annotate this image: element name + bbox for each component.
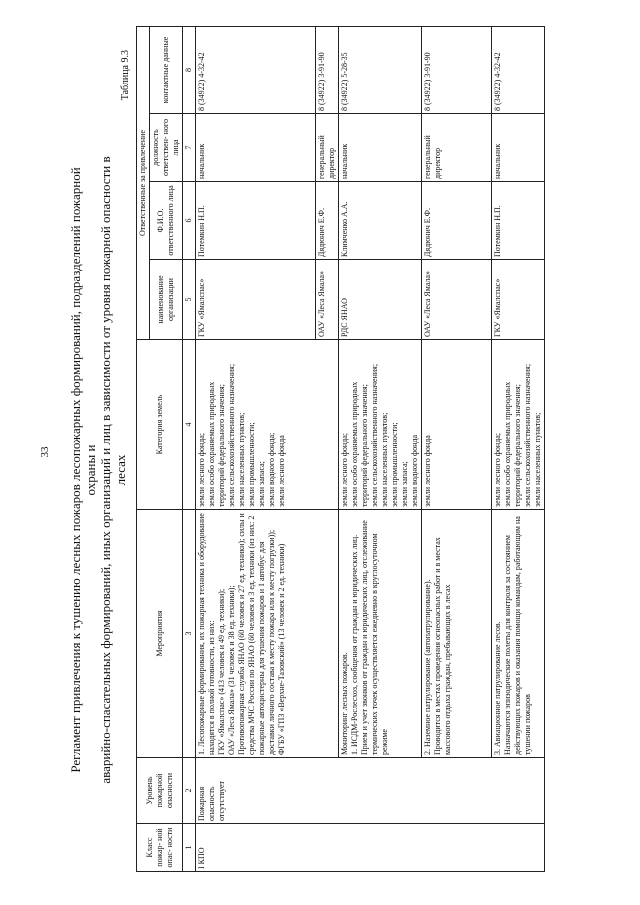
class-cell: I КПО <box>196 824 545 872</box>
level-cell: Пожарная опасность отсутствует <box>196 758 545 824</box>
column-number: 7 <box>183 114 196 182</box>
rotated-sheet <box>68 10 608 890</box>
measure-cell: 2. Наземное патрулирование (автопатрулирование). Проводится в местах проведения огнеопасных работ и в местах массового отдыха граждан, пребывающих в лесах <box>422 510 492 758</box>
page-number: 33 <box>39 446 51 458</box>
table-label: Таблица 9.3 <box>120 50 131 101</box>
land-cell: земли лесного фонда; земли особо охраняемых природных территорий федерального значения; земли сельскохозяйственного назначения; земли населенных пунктов; <box>492 340 545 510</box>
fio-cell: Дядюнич Е.Ф. <box>422 182 492 260</box>
measure-cell: 1. Лесопожарные формирования, их пожарная техника и оборудование находятся в полной готовности, из них: ГКУ «Ямалспас» (413 человек и 49 ед. техники); ОАУ «Леса Ямала» (31 человек и 38 ед. техники); Противопожарная служба ЯНАО (60 человек и 27 ед. техники); силы и средства МЧС России по ЯНАО (60 человек и 3 ед. техники (из них: 2 пожарные автоцистерны для тушения пожаров и 1 автобус для доставки личного состава к месту пожара или к месту погрузки)); ФГБУ «ГПЗ «Верхне-Тазовский» (13 человек и 2 ед. техники) <box>196 510 339 758</box>
title-line-2: аварийно-спасательных формирований, иных организаций и лиц в зависимости от уровня пожарной опасности в лесах <box>98 156 128 784</box>
column-number: 1 <box>183 824 196 872</box>
header-level: Уровень пожарной опасности <box>137 758 183 824</box>
header-org: наименование организации <box>150 260 183 340</box>
fio-cell: Климченко А.А. <box>339 182 422 260</box>
contact-cell: 8 (34922) 4-32-42 <box>492 26 545 113</box>
org-cell: ОАУ «Леса Ямала» <box>422 260 492 340</box>
header-fio: Ф.И.О. ответственного лица <box>150 182 183 260</box>
contact-cell: 8 (34922) 3-91-90 <box>422 26 492 113</box>
header-responsible: Ответственные за привлечение <box>137 26 150 339</box>
column-number: 5 <box>183 260 196 340</box>
regulation-table <box>136 26 545 872</box>
column-number-row <box>183 26 196 871</box>
table-row <box>196 26 316 871</box>
measure-cell: 3. Авиационное патрулирование лесов. Назначаются эпизодические полеты для контроля за состоянием действующих пожаров и оказания помощи командам, работающим на тушении пожаров <box>492 510 545 758</box>
position-cell: генеральный директор <box>422 114 492 182</box>
fio-cell: Потемкин Н.П. <box>492 182 545 260</box>
position-cell: начальник <box>492 114 545 182</box>
position-cell: генеральный директор <box>316 114 339 182</box>
org-cell: ГКУ «Ямалспас» <box>492 260 545 340</box>
measure-cell: Мониторинг лесных пожаров. 1. ИСДМ-Рослесхоз, сообщения от граждан и юридических лиц. Прием и учет звонков от граждан и юридических лиц, отслеживание термических точек осуществляется ежедневно в круглосуточном режиме <box>339 510 422 758</box>
land-cell: земли лесного фонда; земли особо охраняемых природных территорий федерального значения; земли сельскохозяйственного назначения; земли населенных пунктов; земли промышленности; земли запаса; земли водного фонда <box>339 340 422 510</box>
contact-cell: 8 (34922) 5-28-35 <box>339 26 422 113</box>
land-cell: земли лесного фонда <box>422 340 492 510</box>
org-cell: ГКУ «Ямалспас» <box>196 260 316 340</box>
header-land: Категория земель <box>137 340 183 510</box>
header-position: должность ответствен- ного лица <box>150 114 183 182</box>
column-number: 2 <box>183 758 196 824</box>
column-number: 6 <box>183 182 196 260</box>
position-cell: начальник <box>196 114 316 182</box>
header-contacts: контактные данные <box>150 26 183 113</box>
table-row <box>422 26 492 871</box>
column-number: 3 <box>183 510 196 758</box>
table-row <box>492 26 545 871</box>
header-class: Класс пожар- ной опас- ности <box>137 824 183 872</box>
column-number: 4 <box>183 340 196 510</box>
column-number: 8 <box>183 26 196 113</box>
fio-cell: Потемкин Н.П. <box>196 182 316 260</box>
org-cell: РДС ЯНАО <box>339 260 422 340</box>
contact-cell: 8 (34922) 4-32-42 <box>196 26 316 113</box>
header-measures: Мероприятия <box>137 510 183 758</box>
contact-cell: 8 (34922) 3-91-90 <box>316 26 339 113</box>
land-cell: земли лесного фонда; земли особо охраняемых природных территорий федерального значения; земли сельскохозяйственного назначения; земли населенных пунктов; земли промышленности; земли запаса; земли водного фонда; земли лесного фонда <box>196 340 339 510</box>
org-cell: ОАУ «Леса Ямала» <box>316 260 339 340</box>
document-title <box>68 150 128 790</box>
fio-cell: Дядюнич Е.Ф. <box>316 182 339 260</box>
position-cell: начальник <box>339 114 422 182</box>
title-line-1: Регламент привлечения к тушению лесных пожаров лесопожарных формирований, подразделений пожарной охраны и <box>68 167 98 773</box>
table-row <box>339 26 422 871</box>
